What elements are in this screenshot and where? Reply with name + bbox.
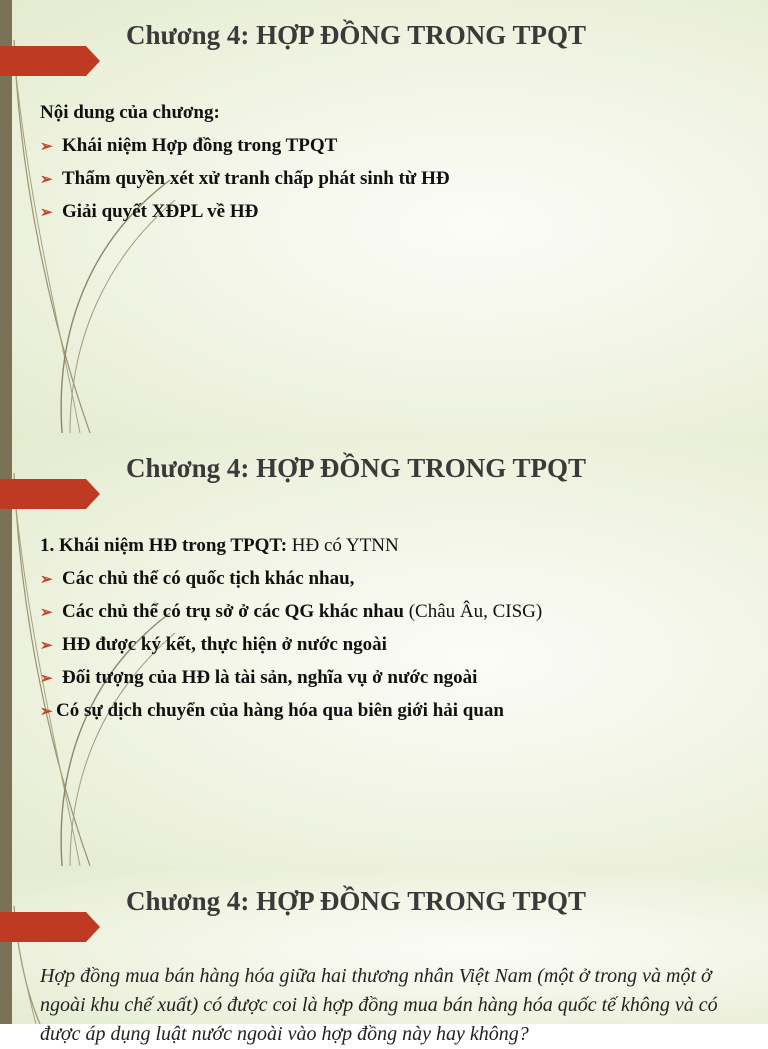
bullet-text: Khái niệm Hợp đồng trong TPQT bbox=[62, 135, 338, 156]
bullet-text: Đối tượng của HĐ là tài sản, nghĩa vụ ở nước ngoài bbox=[62, 667, 478, 688]
list-item bbox=[40, 129, 755, 162]
arrow-bullet-icon: ➢ bbox=[40, 671, 53, 687]
content-heading bbox=[40, 529, 755, 562]
arrow-bullet-icon: ➢ bbox=[40, 172, 53, 188]
bullet-text: Các chủ thể có quốc tịch khác nhau, bbox=[62, 568, 355, 589]
list-item bbox=[40, 694, 755, 727]
arrow-bullet-icon: ➢ bbox=[40, 638, 53, 654]
paragraph-line: Hợp đồng mua bán hàng hóa giữa hai thương nhân Việt Nam (một ở trong và một ở bbox=[40, 965, 712, 987]
bullet-note: (Châu Âu, CISG) bbox=[403, 601, 543, 622]
bullet-text: Thẩm quyền xét xử tranh chấp phát sinh từ HĐ bbox=[62, 168, 450, 189]
bullet-text: Các chủ thể có trụ sở ở các QG khác nhau bbox=[62, 601, 404, 622]
heading-bold: 1. Khái niệm HĐ trong TPQT: bbox=[40, 535, 288, 556]
paragraph-line: được áp dụng luật nước ngoài vào hợp đồng này hay không? bbox=[40, 1023, 529, 1045]
slide-1 bbox=[0, 0, 768, 433]
slide-title: Chương 4: HỢP ĐỒNG TRONG TPQT bbox=[126, 453, 586, 483]
slide-title: Chương 4: HỢP ĐỒNG TRONG TPQT bbox=[126, 886, 586, 916]
slide-content bbox=[40, 529, 755, 727]
heading-normal: HĐ có YTNN bbox=[287, 535, 399, 556]
list-item bbox=[40, 661, 755, 694]
bullet-text: Giải quyết XĐPL về HĐ bbox=[62, 201, 259, 222]
slide-content bbox=[40, 96, 755, 228]
slide-3 bbox=[0, 866, 768, 1045]
arrow-bullet-icon: ➢ bbox=[40, 572, 53, 588]
question-paragraph bbox=[40, 962, 755, 1049]
bullet-text: HĐ được ký kết, thực hiện ở nước ngoài bbox=[62, 634, 387, 655]
slide-title: Chương 4: HỢP ĐỒNG TRONG TPQT bbox=[126, 20, 586, 50]
content-intro: Nội dung của chương: bbox=[40, 102, 220, 123]
slide-2 bbox=[0, 433, 768, 866]
paragraph-line: ngoài khu chế xuất) có được coi là hợp đồng mua bán hàng hóa quốc tế không và có bbox=[40, 994, 718, 1016]
list-item bbox=[40, 562, 755, 595]
bullet-text: Có sự dịch chuyển của hàng hóa qua biên giới hải quan bbox=[56, 700, 504, 721]
list-item bbox=[40, 595, 755, 628]
arrow-bullet-icon: ➢ bbox=[40, 205, 53, 221]
arrow-bullet-icon: ➢ bbox=[40, 704, 53, 720]
list-item bbox=[40, 162, 755, 195]
arrow-bullet-icon: ➢ bbox=[40, 139, 53, 155]
list-item bbox=[40, 628, 755, 661]
arrow-bullet-icon: ➢ bbox=[40, 605, 53, 621]
list-item bbox=[40, 195, 755, 228]
